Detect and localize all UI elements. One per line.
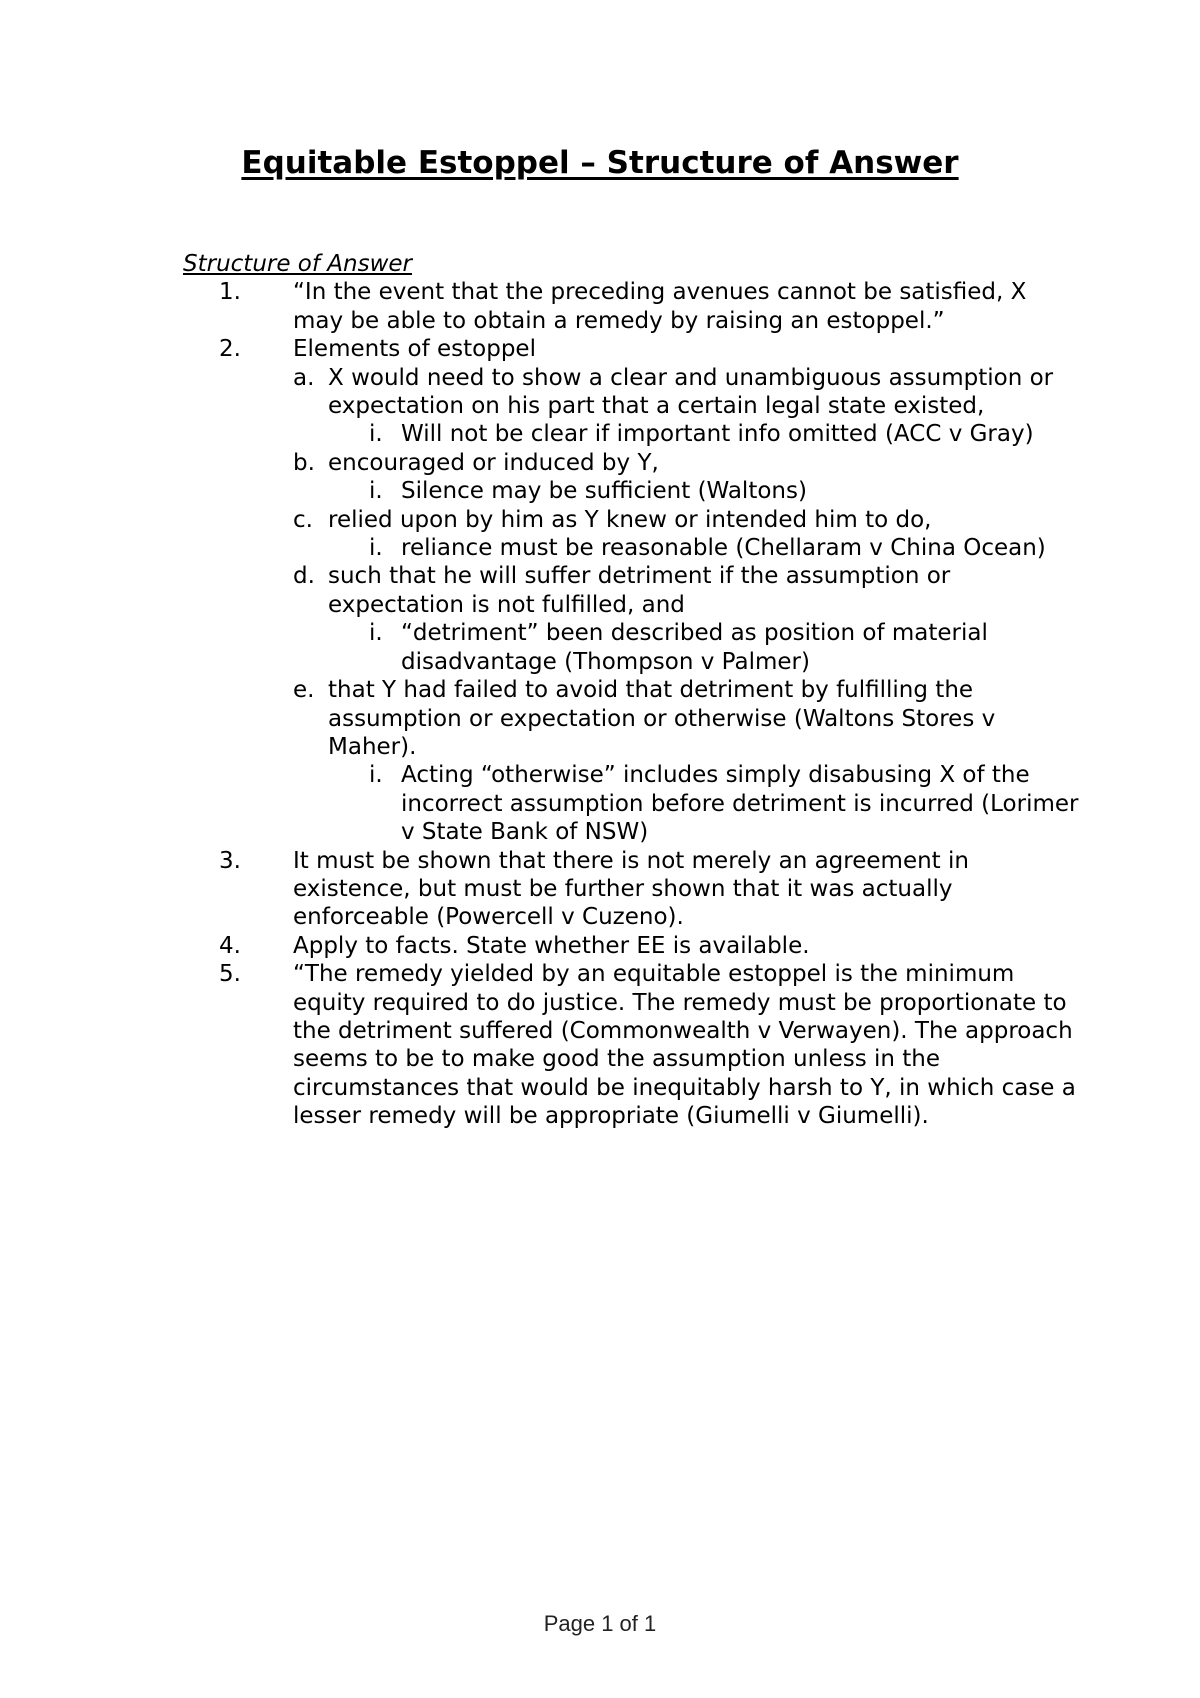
sublist-item-d — [183, 562, 1083, 619]
list-marker: e. — [293, 677, 315, 704]
document-title: Equitable Estoppel – Structure of Answer — [241, 145, 959, 181]
subsublist-item-a-i — [183, 420, 1083, 448]
sublist-item-c — [183, 506, 1083, 534]
list-marker: c. — [293, 506, 313, 533]
list-marker: i. — [369, 762, 383, 789]
list-item-text: “The remedy yielded by an equitable estoppel is the minimum equity required to do justice. The remedy must be proportionate to the detriment suffered (Commonwealth v Verwayen). The approach seems to be to make good the assumption unless in the circumstances that would be inequitably harsh to Y, in which case a lesser remedy will be appropriate (Giumelli v Giumelli). — [293, 961, 1076, 1130]
list-item-text: relied upon by him as Y knew or intended him to do, — [328, 506, 932, 533]
list-item-text: such that he will suffer detriment if the assumption or expectation is not fulfilled, and — [328, 563, 951, 618]
subsublist-item-d-i — [183, 619, 1083, 676]
list-marker: a. — [293, 364, 315, 391]
list-item-text: Acting “otherwise” includes simply disabusing X of the incorrect assumption before detriment is incurred (Lorimer v State Bank of NSW) — [401, 762, 1079, 846]
list-item-text: Apply to facts. State whether EE is available. — [293, 932, 810, 959]
document-body — [183, 250, 1083, 1131]
list-marker: 4. — [219, 932, 241, 959]
list-marker: 1. — [219, 279, 241, 306]
list-marker: b. — [293, 449, 315, 476]
list-item-text: X would need to show a clear and unambiguous assumption or expectation on his part that a certain legal state existed, — [328, 364, 1054, 420]
list-item-text: reliance must be reasonable (Chellaram v China Ocean) — [401, 535, 1046, 562]
list-item-1 — [183, 278, 1083, 335]
list-marker: i. — [369, 535, 383, 562]
list-marker: 3. — [219, 847, 241, 874]
list-item-text: encouraged or induced by Y, — [328, 449, 659, 476]
list-item-2 — [183, 335, 1083, 363]
sublist-item-b — [183, 449, 1083, 477]
subsublist-item-e-i — [183, 761, 1083, 846]
list-item-text: Silence may be sufficient (Waltons) — [401, 478, 807, 505]
list-marker: 2. — [219, 336, 241, 363]
page-footer: Page 1 of 1 — [543, 1611, 657, 1636]
list-item-text: “detriment” been described as position of material disadvantage (Thompson v Palmer) — [401, 620, 988, 675]
list-item-4 — [183, 932, 1083, 960]
section-heading: Structure of Answer — [183, 251, 413, 277]
list-item-text: that Y had failed to avoid that detriment by fulfilling the assumption or expectation or otherwise (Waltons Stores v Maher). — [328, 677, 996, 760]
list-item-text: “In the event that the preceding avenues cannot be satisfied, X may be able to obtain a remedy by raising an estoppel.” — [293, 279, 1027, 334]
list-item-text: It must be shown that there is not merely an agreement in existence, but must be further shown that it was actually enforceable (Powercell v Cuzeno). — [293, 847, 969, 931]
list-marker: d. — [293, 563, 315, 590]
list-marker: i. — [369, 620, 383, 647]
list-marker: i. — [369, 478, 383, 505]
subsublist-item-c-i — [183, 534, 1083, 562]
list-marker: i. — [369, 421, 383, 448]
list-item-5 — [183, 960, 1083, 1130]
list-item-text: Will not be clear if important info omitted (ACC v Gray) — [401, 421, 1034, 448]
sublist-item-e — [183, 676, 1083, 761]
list-marker: 5. — [219, 961, 241, 988]
list-item-text: Elements of estoppel — [293, 336, 536, 363]
sublist-item-a — [183, 364, 1083, 421]
list-item-3 — [183, 847, 1083, 932]
subsublist-item-b-i — [183, 477, 1083, 505]
